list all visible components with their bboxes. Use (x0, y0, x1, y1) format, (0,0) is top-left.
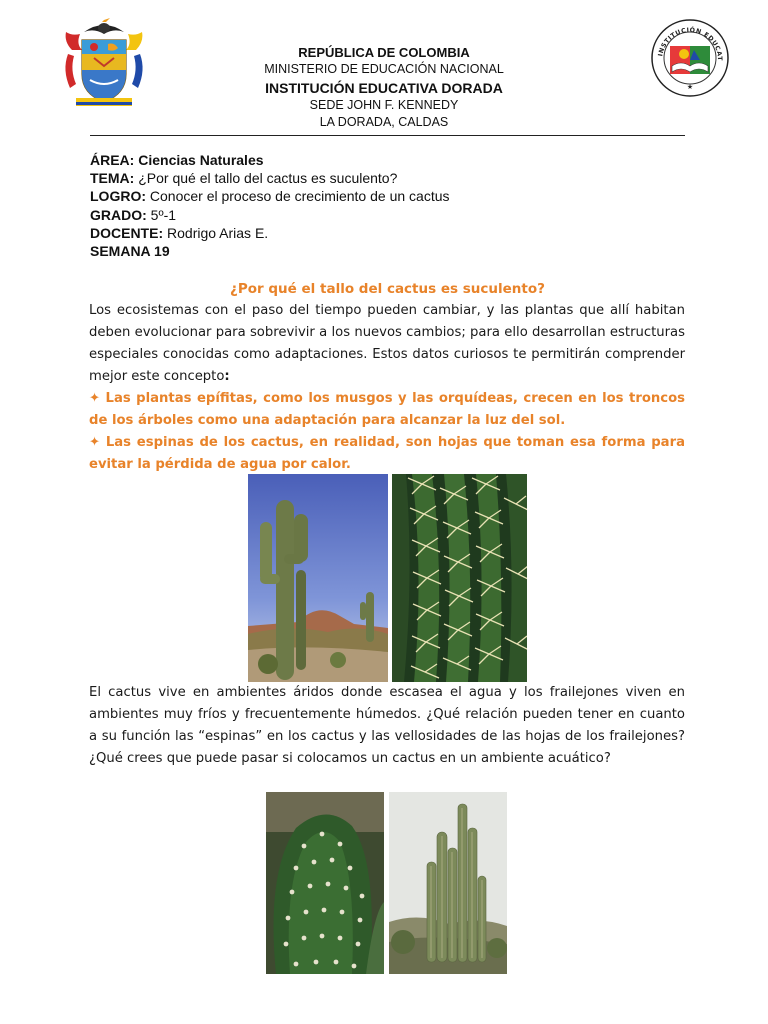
city-name: LA DORADA, CALDAS (319, 115, 449, 129)
institution-heading (200, 44, 568, 131)
institution-seal-icon (650, 16, 730, 98)
country-name: REPÚBLICA DE COLOMBIA (298, 45, 470, 60)
logro-line: LOGRO: Conocer el proceso de crecimiento de un cactus (90, 188, 450, 205)
area-line: ÁREA: Ciencias Naturales (90, 152, 264, 168)
colombia-coat-of-arms-icon (62, 14, 146, 110)
cactus-areoles-photo (266, 792, 384, 974)
intro-paragraph: Los ecosistemas con el paso del tiempo pueden cambiar, y las plantas que allí habitan deben evolucionar para sobrevivir a los nuevos cambios; para ello desarrollan estructuras especiales conocidas como adaptaciones. Estos datos curiosos te permitirán comprender mejor este concepto: (89, 303, 685, 384)
tema-line: TEMA: ¿Por qué el tallo del cactus es suculento? (90, 170, 398, 187)
cactus-spines-closeup-photo (392, 474, 527, 682)
grado-line: GRADO: 5º-1 (90, 206, 177, 223)
campus-name: SEDE JOHN F. KENNEDY (309, 98, 459, 112)
svg-text:INSTITUCIÓN EDUCATIVA DORADA: INSTITUCIÓN EDUCAT (657, 26, 724, 62)
semana-line: SEMANA 19 (90, 243, 170, 260)
header-divider (90, 135, 685, 136)
lesson-title: ¿Por qué el tallo del cactus es suculento? (230, 281, 545, 297)
svg-text:★: ★ (686, 84, 694, 91)
columnar-cactus-photo (389, 792, 507, 974)
fact-bullet-1: ✦ Las plantas epífitas, como los musgos y las orquídeas, crecen en los troncos de los árboles como una adaptación para alcanzar la luz del sol. (89, 391, 685, 428)
reflection-paragraph: El cactus vive en ambientes áridos donde escasea el agua y los frailejones viven en ambientes muy fríos y frecuentemente húmedos. ¿Qué relación pueden tener en cuanto a su función las “espinas” en los cactus y las vellosidades de las hojas de los frailejones? ¿Qué crees que puede pasar si colocamos un cactus en un ambiente acuático? (89, 685, 685, 766)
document-header (0, 0, 768, 140)
bullet-star-icon: ✦ (89, 391, 101, 406)
ministry-name: MINISTERIO DE EDUCACIÓN NACIONAL (264, 62, 504, 76)
institution-name: INSTITUCIÓN EDUCATIVA DORADA (265, 80, 503, 96)
docente-line: DOCENTE: Rodrigo Arias E. (90, 224, 269, 241)
fact-bullet-2: ✦ Las espinas de los cactus, en realidad, son hojas que toman esa forma para evitar la pérdida de agua por calor. (89, 435, 685, 472)
lesson-info (90, 151, 450, 260)
saguaro-cactus-photo (248, 474, 388, 682)
bullet-star-icon: ✦ (89, 435, 101, 450)
